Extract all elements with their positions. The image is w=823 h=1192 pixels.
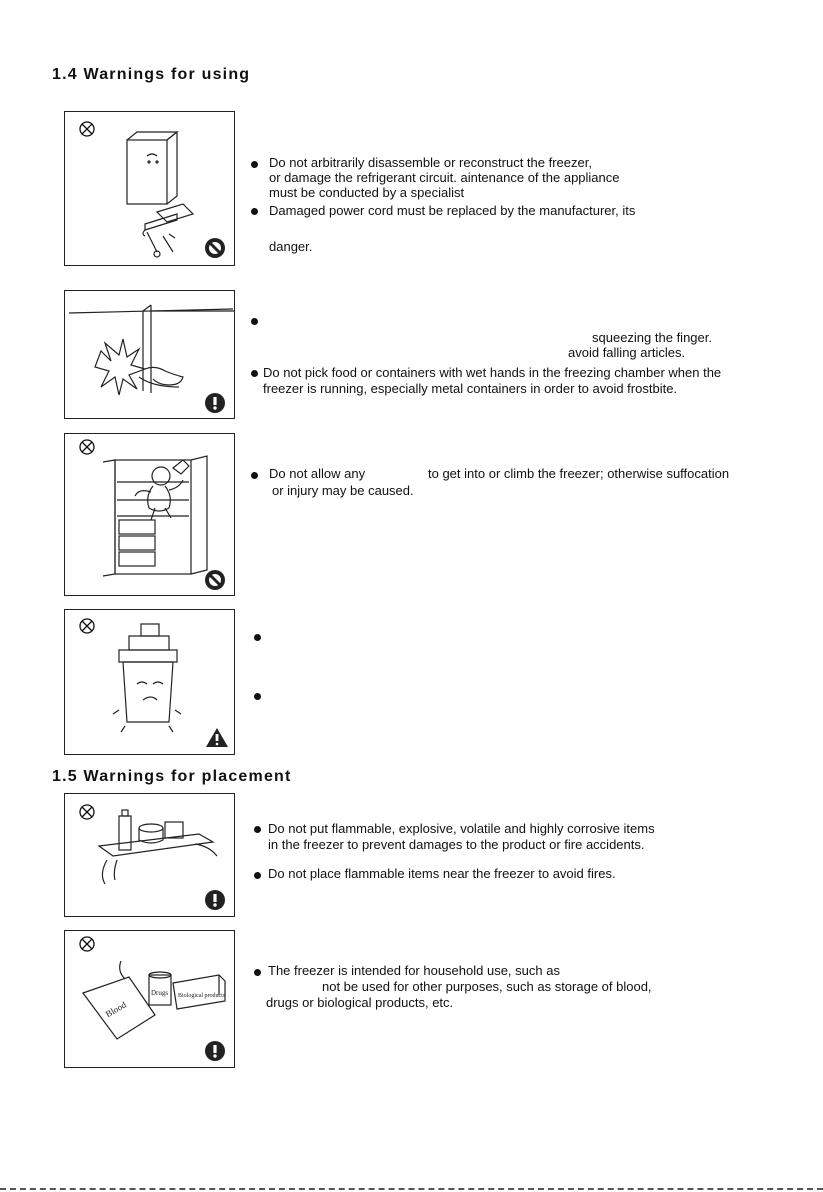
- text-line: not be used for other purposes, such as storage of blood,: [322, 979, 652, 994]
- do-not-sign-icon: [205, 570, 225, 590]
- bullet: [251, 208, 258, 215]
- text-line: must be conducted by a specialist: [269, 185, 465, 200]
- blood-label: Blood: [103, 999, 128, 1020]
- illustration-child-climbing: [64, 433, 235, 596]
- illustration-disassembly: [64, 111, 235, 266]
- text-line: danger.: [269, 239, 313, 254]
- mandatory-icon: [205, 393, 225, 413]
- bullet: [254, 969, 261, 976]
- illustration-overloaded-freezer: [64, 609, 235, 755]
- text-line: The freezer is intended for household use, such as: [268, 963, 560, 978]
- text-line: avoid falling articles.: [568, 345, 686, 360]
- text-line: to get into or climb the freezer; otherwise suffocation: [428, 466, 730, 481]
- scan-edge-line: [0, 1188, 823, 1190]
- bullet: [254, 872, 261, 879]
- bullet: [251, 161, 258, 168]
- bullet: [254, 826, 261, 833]
- illustration-door-pinch: [64, 290, 235, 419]
- prohibited-symbol-icon: [80, 805, 94, 819]
- text-line: squeezing the finger.: [592, 330, 712, 345]
- bullet: [251, 318, 258, 325]
- text-line: Do not put flammable, explosive, volatile and highly corrosive items: [268, 821, 655, 836]
- text-line: Do not allow any: [269, 466, 366, 481]
- section-heading-1-5: 1.5 Warnings for placement: [52, 768, 292, 785]
- prohibited-symbol-icon: [80, 440, 94, 454]
- text-line: freezer is running, especially metal containers in order to avoid frostbite.: [263, 381, 678, 396]
- text-line: in the freezer to prevent damages to the product or fire accidents.: [268, 837, 645, 852]
- do-not-sign-icon: [205, 238, 225, 258]
- text-line: or damage the refrigerant circuit. aintenance of the appliance: [269, 170, 620, 185]
- prohibited-symbol-icon: [80, 937, 94, 951]
- section-heading-1-4: 1.4 Warnings for using: [52, 66, 251, 83]
- text-line: Damaged power cord must be replaced by the manufacturer, its: [269, 203, 636, 218]
- text-line: Do not arbitrarily disassemble or reconstruct the freezer,: [269, 155, 592, 170]
- prohibited-symbol-icon: [80, 122, 94, 136]
- warning-triangle-icon: [206, 728, 228, 747]
- prohibited-symbol-icon: [80, 619, 94, 633]
- mandatory-icon: [205, 890, 225, 910]
- illustration-flammable-items: [64, 793, 235, 917]
- bullet: [251, 370, 258, 377]
- drugs-label: Drugs: [151, 989, 169, 997]
- text-line: Do not place flammable items near the freezer to avoid fires.: [268, 866, 616, 881]
- illustration-medical-storage: [64, 930, 235, 1068]
- text-line: drugs or biological products, etc.: [266, 995, 454, 1010]
- biological-label: Biological products: [178, 993, 226, 999]
- bullet: [254, 693, 261, 700]
- mandatory-icon: [205, 1041, 225, 1061]
- bullet: [251, 472, 258, 479]
- text-line: or injury may be caused.: [272, 483, 414, 498]
- bullet: [254, 634, 261, 641]
- text-line: Do not pick food or containers with wet hands in the freezing chamber when the: [263, 365, 722, 380]
